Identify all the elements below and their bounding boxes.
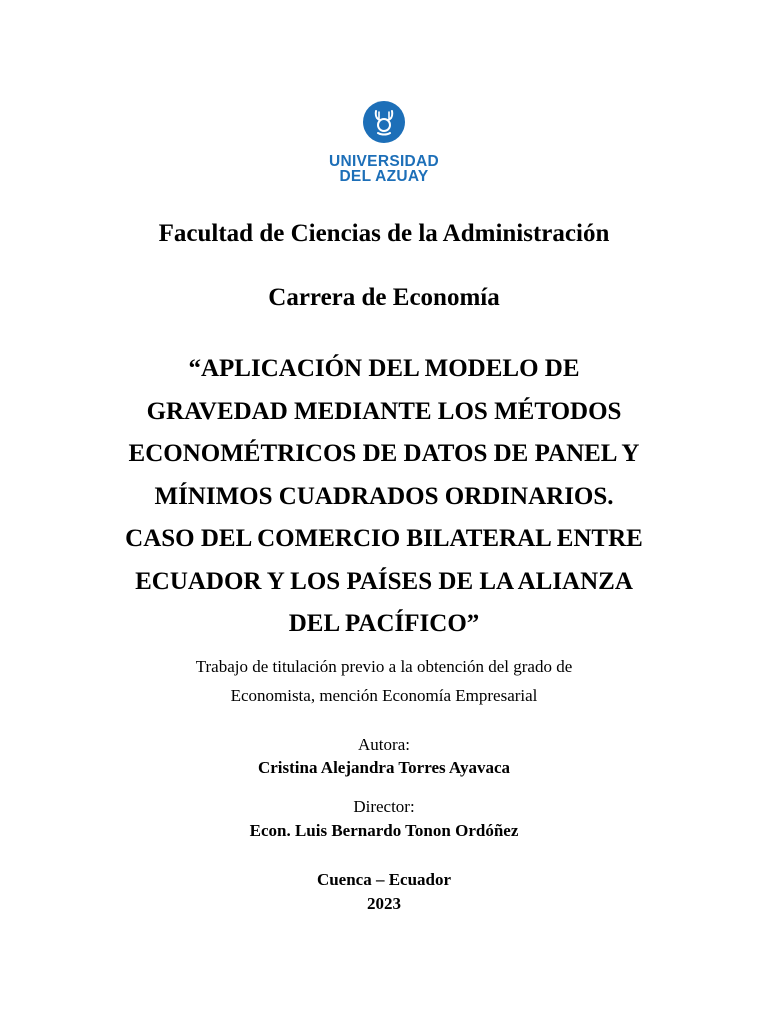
place: Cuenca – Ecuador	[316, 870, 452, 889]
university-name	[0, 154, 768, 184]
thesis-title-line: “APLICACIÓN DEL MODELO DE	[188, 355, 580, 382]
thesis-title-line: ECONOMÉTRICOS DE DATOS DE PANEL Y	[128, 440, 640, 467]
thesis-title-line: ECUADOR Y LOS PAÍSES DE LA ALIANZA	[135, 567, 633, 595]
author-label: Autora:	[358, 735, 410, 754]
thesis-title-line: MÍNIMOS CUADRADOS ORDINARIOS.	[154, 482, 614, 510]
career-heading: Carrera de Economía	[268, 284, 500, 311]
thesis-title-line: DEL PACÍFICO”	[288, 610, 480, 637]
university-name-line2: DEL AZUAY	[339, 168, 429, 185]
degree-description-line: Trabajo de titulación previo a la obtención del grado de	[195, 657, 573, 676]
author-name: Cristina Alejandra Torres Ayavaca	[257, 758, 510, 777]
faculty-heading: Facultad de Ciencias de la Administración	[158, 220, 610, 247]
university-logo	[0, 100, 768, 184]
university-name-line1: UNIVERSIDAD	[328, 153, 440, 170]
university-seal-icon	[362, 100, 406, 144]
director-name: Econ. Luis Bernardo Tonon Ordóñez	[249, 821, 519, 840]
degree-description	[0, 652, 768, 710]
thesis-title-line: GRAVEDAD MEDIANTE LOS MÉTODOS	[146, 397, 622, 425]
degree-description-line: Economista, mención Economía Empresarial	[230, 686, 538, 705]
thesis-title	[0, 348, 768, 646]
thesis-title-line: CASO DEL COMERCIO BILATERAL ENTRE	[125, 525, 643, 552]
director-label: Director:	[353, 797, 415, 816]
year: 2023	[367, 894, 401, 913]
